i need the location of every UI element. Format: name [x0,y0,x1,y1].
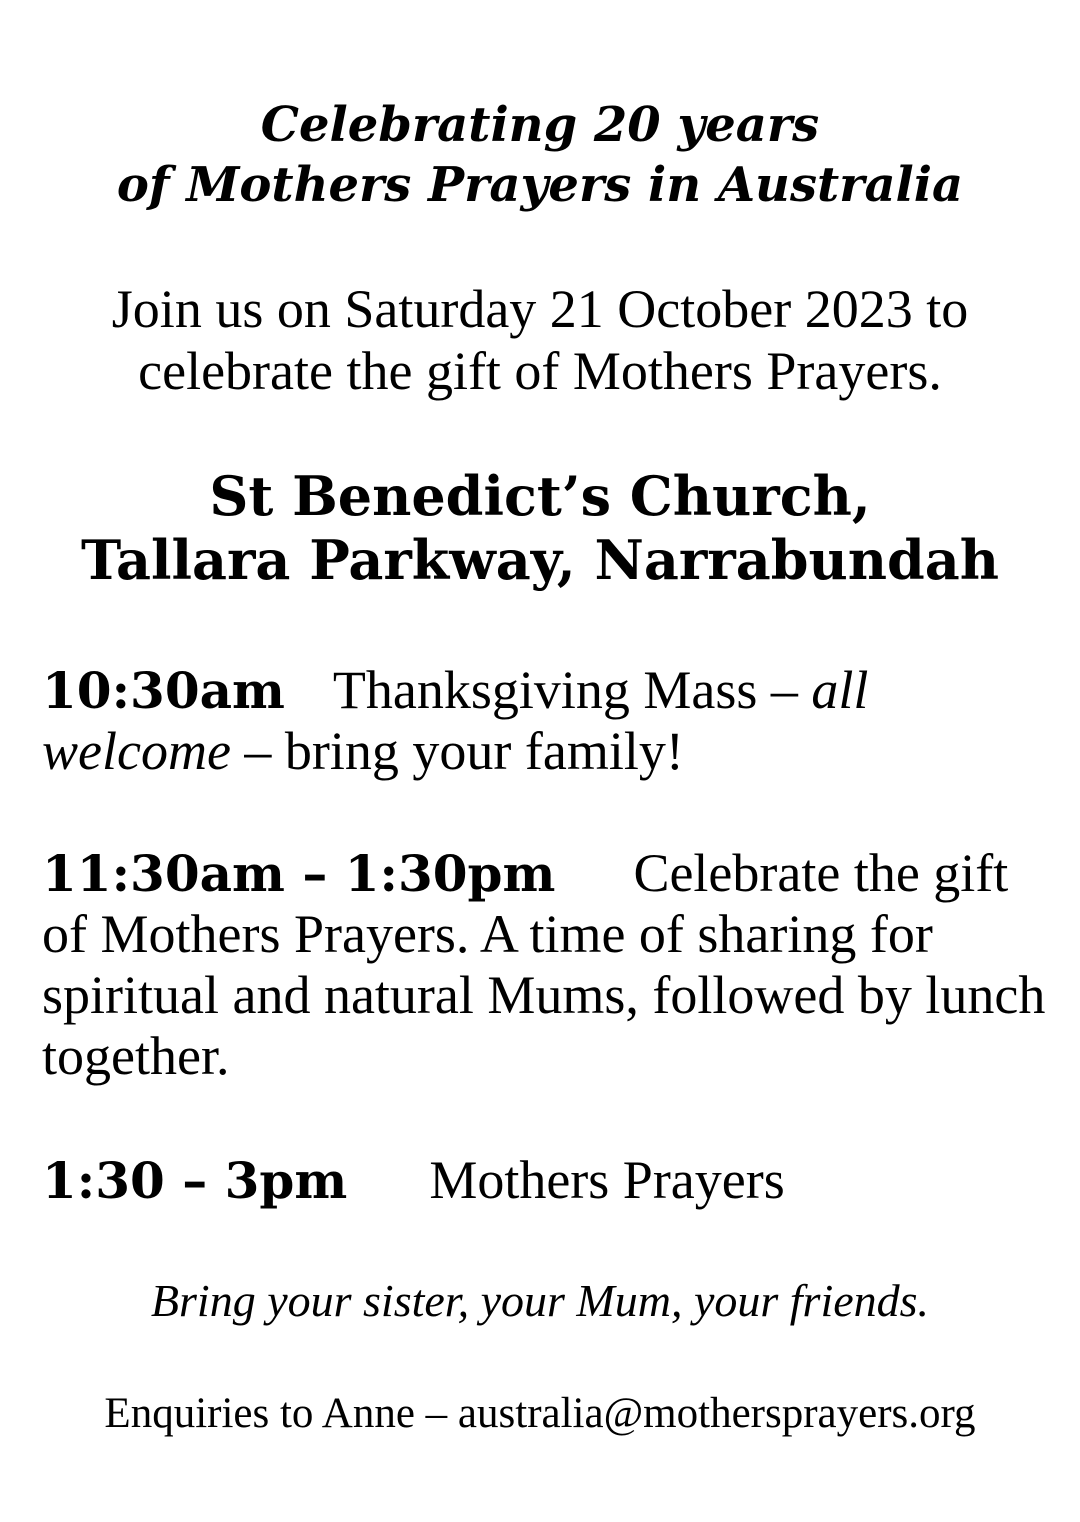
schedule-time: 10:30am [42,661,285,720]
schedule-item-celebration [42,843,1052,1087]
schedule-text-emphasis: all welcome [42,660,869,781]
schedule-text-end: – bring your family! [230,721,684,781]
schedule-time: 1:30 – 3pm [42,1151,348,1210]
venue-line-2: Tallara Parkway, Narrabundah [80,528,1000,592]
invitation-line-1: Join us on Saturday 21 October 2023 to [111,279,969,339]
venue [0,464,1080,592]
venue-line-1: St Benedict’s Church, [209,464,871,528]
schedule-item-prayers [42,1150,1052,1211]
invitation-text [0,278,1080,402]
schedule-text: Celebrate the gift of Mothers Prayers. A time of sharing for spiritual and natural Mums, followed by lunch together. [42,843,1046,1086]
enquiry-contact: Enquiries to Anne – australia@mothersprayers.org [104,1390,976,1437]
schedule-text: Thanksgiving Mass – [332,660,812,720]
schedule-item-mass [42,660,1052,782]
event-title [0,95,1080,215]
event-title-line-2: of Mothers Prayers in Australia [116,157,964,213]
event-title-line-1: Celebrating 20 years [260,97,820,153]
tagline: Bring your sister, your Mum, your friends. [150,1275,930,1326]
invitation-line-2: celebrate the gift of Mothers Prayers. [138,341,942,401]
schedule-text: Mothers Prayers [429,1150,785,1210]
schedule-time: 11:30am – 1:30pm [42,844,556,903]
